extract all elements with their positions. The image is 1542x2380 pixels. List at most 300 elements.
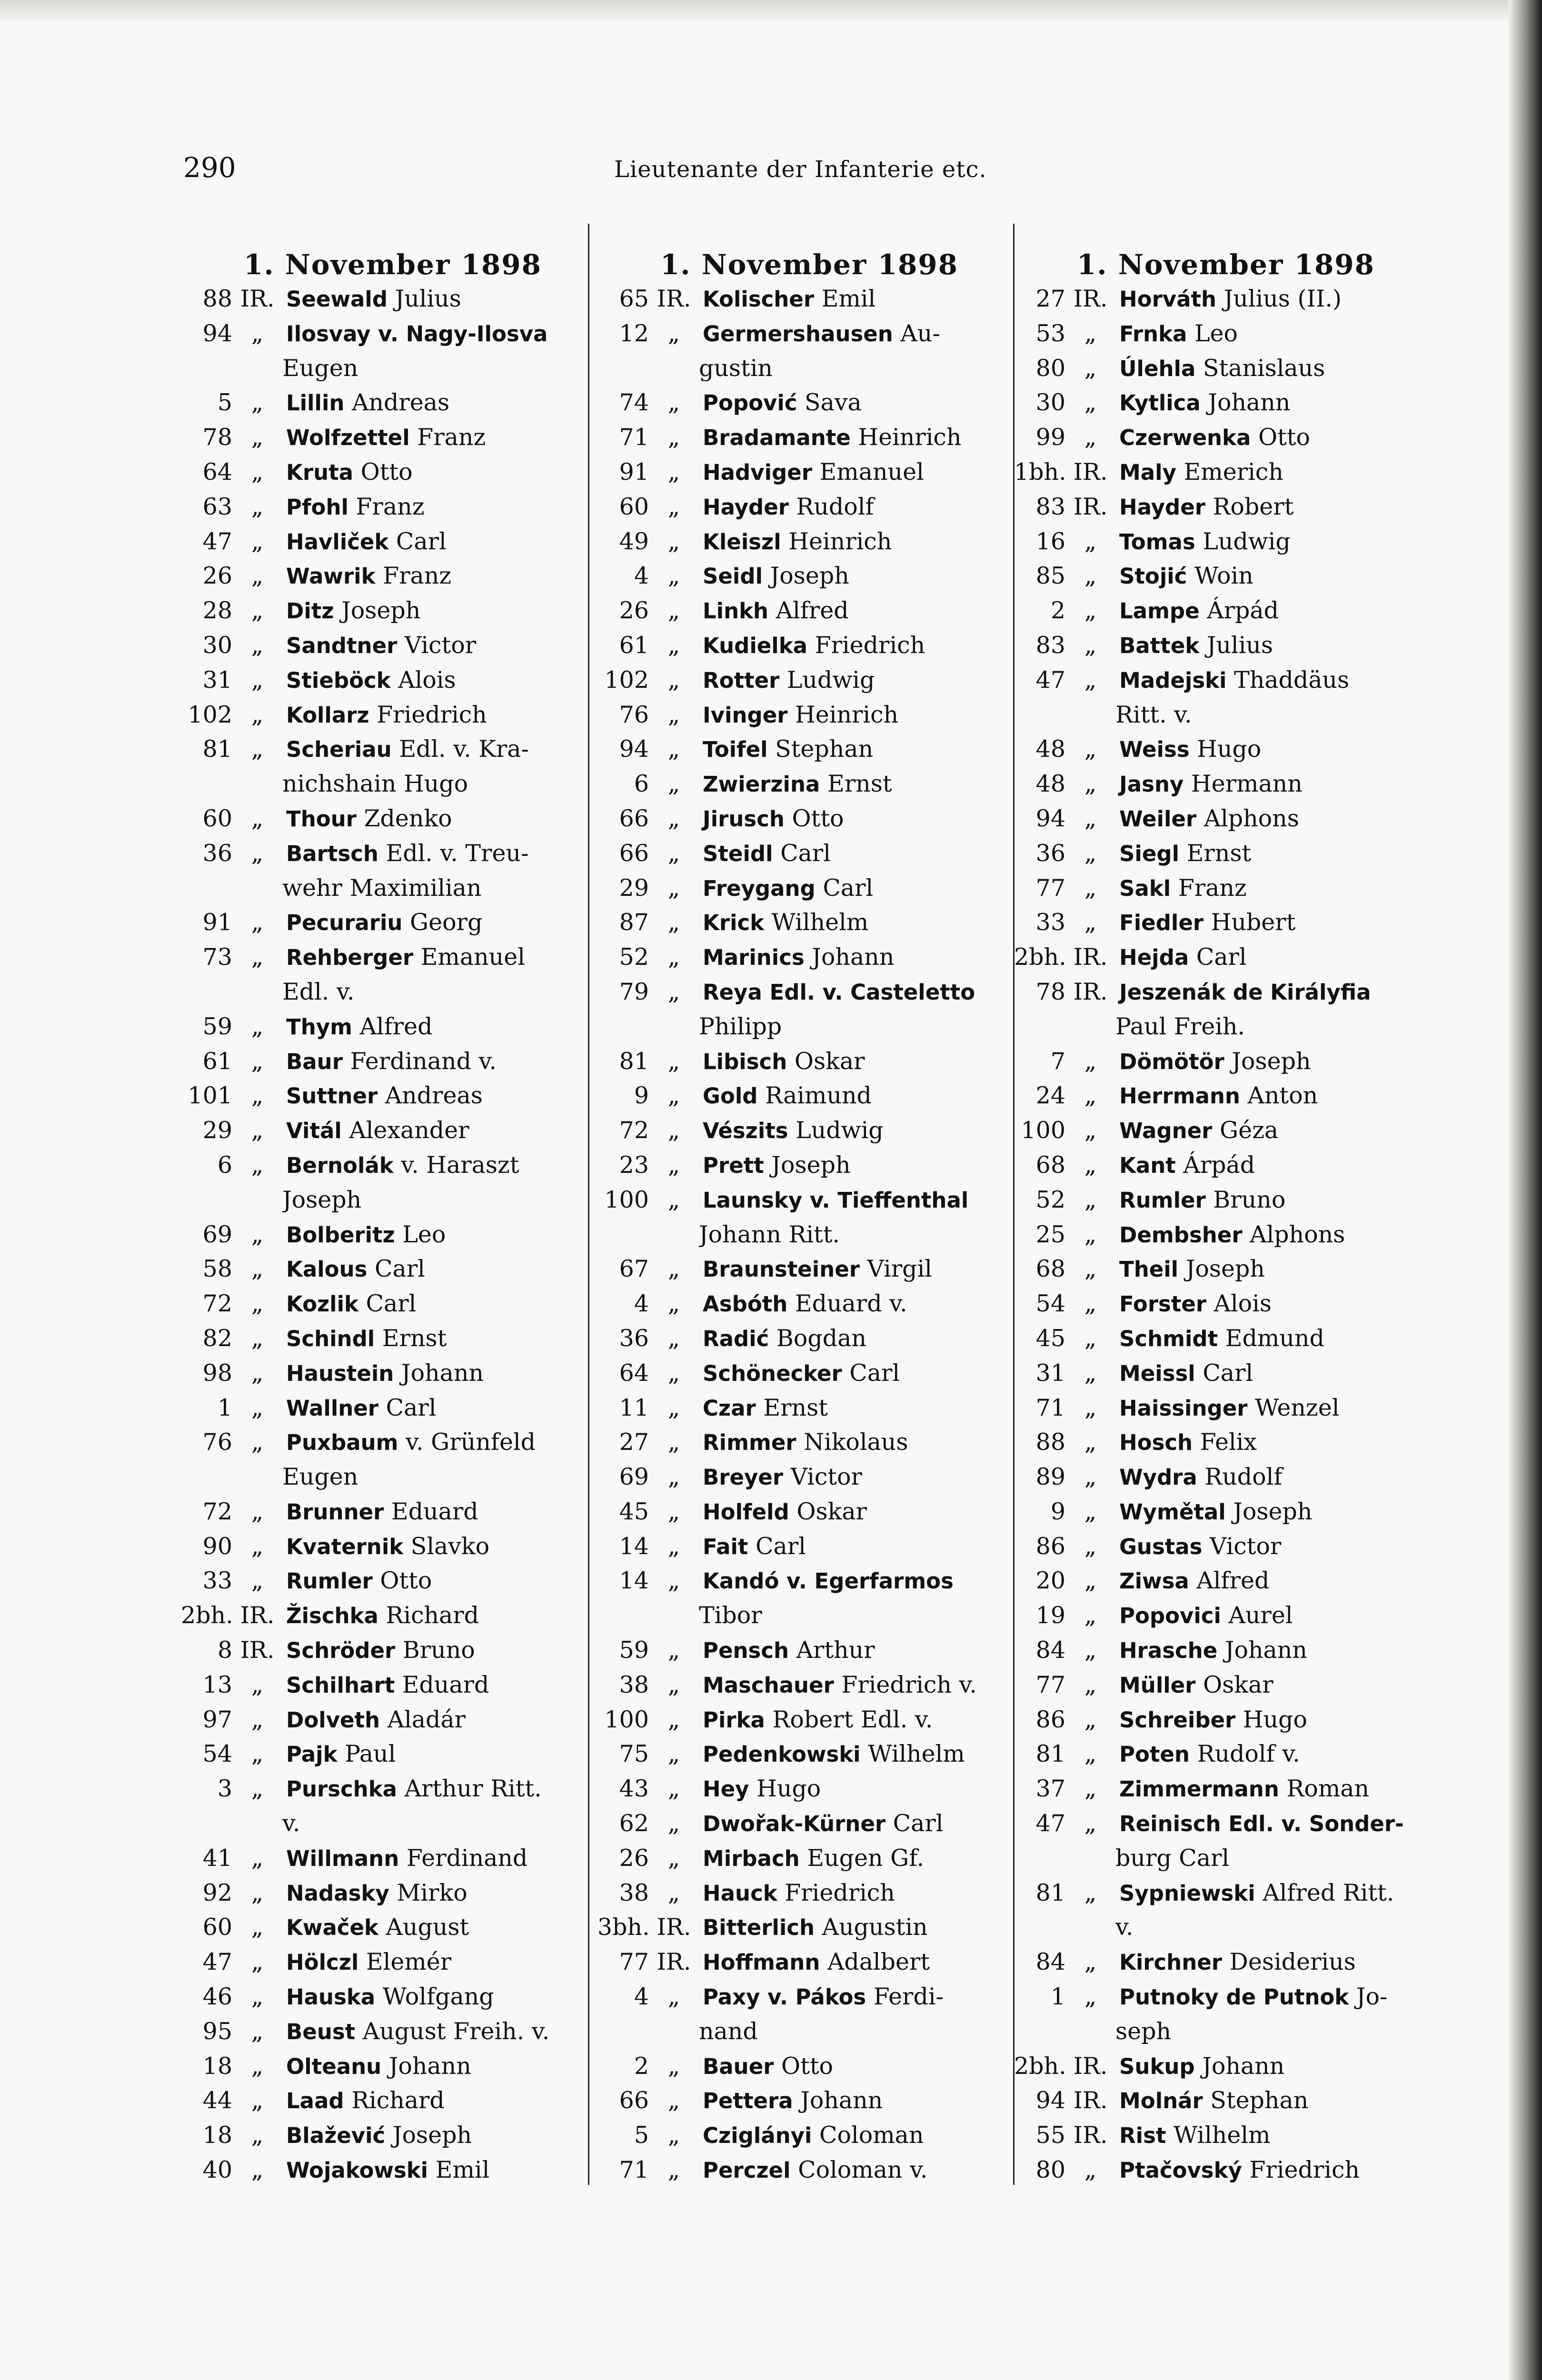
regiment-number <box>181 1806 232 1841</box>
regiment-number: 55 <box>1035 2122 1065 2149</box>
regiment-number: 59 <box>202 1012 232 1040</box>
entry-list <box>181 282 605 2188</box>
given-name: Sava <box>805 389 862 416</box>
surname: Rumler <box>1119 1187 1206 1213</box>
surname: Pedenkowski <box>703 1742 861 1767</box>
surname: Hejda <box>1119 945 1189 971</box>
surname: Olteanu <box>286 2053 382 2079</box>
surname: Dembsher <box>1119 1222 1243 1248</box>
surname: Bernolák <box>286 1152 394 1178</box>
given-name: Carl <box>374 1255 425 1283</box>
regiment-number: 71 <box>1035 1394 1065 1421</box>
regiment-type: „ <box>667 1706 680 1733</box>
surname: Perczel <box>703 2158 791 2183</box>
page-number: 290 <box>183 151 236 184</box>
given-name: Hubert <box>1211 909 1296 936</box>
list-item <box>597 559 1021 594</box>
given-name: Eduard <box>402 1671 489 1698</box>
given-name: v. <box>1115 1914 1134 1941</box>
given-name: Alois <box>1214 1290 1272 1318</box>
list-item <box>597 1841 1021 1876</box>
given-name: Stanislaus <box>1203 354 1325 382</box>
regiment-number: 71 <box>619 424 649 451</box>
regiment-number: 97 <box>202 1706 232 1733</box>
given-name: Ernst <box>763 1394 828 1421</box>
officer-name <box>699 1772 1021 1806</box>
regiment-number: 13 <box>202 1671 232 1698</box>
regiment-number: 88 <box>1035 1428 1065 1456</box>
officer-name <box>1115 559 1438 594</box>
officer-name <box>699 1460 1021 1495</box>
surname: Kwaček <box>286 1915 378 1941</box>
given-name: seph <box>1115 2017 1172 2045</box>
list-item <box>1014 1460 1438 1495</box>
officer-name <box>282 1598 605 1633</box>
given-name: Eugen <box>282 354 358 382</box>
surname: Thour <box>286 806 357 832</box>
given-name: Alois <box>398 666 456 694</box>
given-name: Edl. v. Treu- <box>386 839 529 867</box>
given-name: Bruno <box>1213 1186 1286 1213</box>
surname: Pajk <box>286 1742 338 1767</box>
officer-name <box>699 1598 1021 1633</box>
officer-name <box>699 2083 1021 2118</box>
given-name: Leo <box>402 1220 446 1248</box>
regiment-type: „ <box>1084 424 1097 451</box>
officer-name <box>1115 1737 1438 1772</box>
regiment-number: 89 <box>1035 1463 1065 1491</box>
regiment-type: „ <box>1084 597 1097 625</box>
officer-name <box>1115 594 1438 628</box>
given-name: Emanuel <box>819 458 924 486</box>
regiment-type: „ <box>667 1879 680 1906</box>
regiment-type: „ <box>1084 2156 1097 2184</box>
list-item <box>597 940 1021 975</box>
officer-name <box>1115 628 1438 663</box>
officer-name <box>699 1495 1021 1529</box>
given-name: Wilhelm <box>868 1740 965 1768</box>
list-item <box>181 1425 605 1460</box>
regiment-type: „ <box>667 1463 680 1491</box>
regiment-type: „ <box>667 666 680 694</box>
surname: Bradamante <box>703 425 851 451</box>
officer-name <box>282 351 605 386</box>
list-item <box>597 525 1021 559</box>
regiment-type: IR. <box>240 1602 275 1629</box>
list-item <box>181 732 605 767</box>
given-name: Victor <box>1210 1532 1282 1560</box>
regiment-type: „ <box>1084 1151 1097 1179</box>
surname: Sakl <box>1119 875 1171 901</box>
officer-name <box>699 2118 1021 2153</box>
officer-name <box>699 1252 1021 1287</box>
regiment-number: 87 <box>619 909 649 936</box>
list-item <box>181 663 605 698</box>
regiment-type: „ <box>1084 839 1097 867</box>
officer-name <box>699 1633 1021 1668</box>
surname: Hauska <box>286 1984 376 2010</box>
given-name: Johann <box>1202 2052 1285 2080</box>
surname: Schönecker <box>703 1360 842 1386</box>
list-item <box>181 2014 605 2049</box>
surname: Stieböck <box>286 667 391 693</box>
given-name: August Freih. v. <box>362 2017 550 2045</box>
officer-name <box>1115 525 1438 559</box>
given-name: Andreas <box>385 1082 483 1110</box>
officer-name <box>699 1703 1021 1737</box>
given-name: Ludwig <box>1203 527 1291 555</box>
surname: Czar <box>703 1395 756 1421</box>
regiment-number: 49 <box>619 527 649 555</box>
given-name: Carl <box>755 1532 806 1560</box>
surname: Rehberger <box>286 945 414 971</box>
given-name: Robert Edl. v. <box>772 1706 933 1733</box>
regiment-type: „ <box>1084 735 1097 763</box>
regiment-number <box>1014 698 1065 733</box>
officer-name <box>699 1010 1021 1044</box>
officer-name <box>1115 1668 1438 1703</box>
regiment-type: IR. <box>657 285 691 312</box>
regiment-number: 54 <box>202 1740 232 1768</box>
surname: Rimmer <box>703 1430 796 1456</box>
officer-name <box>1115 836 1438 871</box>
officer-name <box>699 836 1021 871</box>
regiment-type: „ <box>1084 1706 1097 1733</box>
regiment-number: 1 <box>217 1394 232 1421</box>
regiment-number: 64 <box>202 458 232 486</box>
given-name: Robert <box>1213 493 1294 520</box>
surname: Putnoky de Putnok <box>1119 1984 1349 2010</box>
regiment-number: 64 <box>619 1359 649 1387</box>
surname: Theil <box>1119 1257 1179 1282</box>
officer-name <box>282 628 605 663</box>
given-name: Johann <box>388 2052 471 2080</box>
officer-name <box>1115 1564 1438 1598</box>
regiment-type: „ <box>667 1532 680 1560</box>
surname: Jeszenák de Királyfia <box>1119 979 1371 1005</box>
regiment-type: „ <box>251 666 264 694</box>
officer-name <box>699 2014 1021 2049</box>
given-name: Ferdinand <box>406 1844 528 1872</box>
officer-name <box>282 1010 605 1044</box>
officer-name <box>699 1044 1021 1079</box>
regiment-type: „ <box>667 1567 680 1595</box>
regiment-number <box>597 2014 649 2049</box>
given-name: Paul <box>345 1740 396 1768</box>
surname: Hayder <box>703 494 789 520</box>
regiment-type: IR. <box>240 1636 275 1664</box>
surname: Gold <box>703 1083 758 1109</box>
officer-name <box>699 1910 1021 1945</box>
list-item <box>1014 1668 1438 1703</box>
list-item <box>597 1113 1021 1148</box>
list-item <box>597 282 1021 317</box>
regiment-type: „ <box>251 2052 264 2080</box>
surname: Zimmermann <box>1119 1776 1279 1802</box>
surname: Wolfzettel <box>286 425 410 451</box>
surname: Sukup <box>1119 2053 1195 2079</box>
given-name: Philipp <box>699 1012 782 1040</box>
regiment-type: „ <box>251 701 264 728</box>
given-name: Géza <box>1219 1117 1279 1144</box>
given-name: v. Haraszt <box>401 1151 519 1179</box>
regiment-number: 60 <box>619 493 649 520</box>
regiment-type <box>232 767 282 802</box>
given-name: Hugo <box>1197 735 1262 763</box>
regiment-number: 33 <box>1035 909 1065 936</box>
column-1 <box>181 248 605 2188</box>
regiment-type: „ <box>251 1220 264 1248</box>
regiment-type: „ <box>251 424 264 451</box>
officer-name <box>1115 1287 1438 1321</box>
list-item <box>1014 1529 1438 1564</box>
regiment-type: „ <box>251 909 264 936</box>
given-name: Alfred <box>1196 1567 1270 1595</box>
regiment-number <box>597 1598 649 1633</box>
regiment-type: IR. <box>1073 2052 1108 2080</box>
surname: Pensch <box>703 1638 789 1664</box>
regiment-number: 94 <box>1035 2087 1065 2114</box>
surname: Lampe <box>1119 598 1200 624</box>
regiment-type: „ <box>667 319 680 347</box>
officer-name <box>699 1218 1021 1252</box>
surname: Wydra <box>1119 1465 1197 1490</box>
officer-name <box>282 1148 605 1183</box>
regiment-type: „ <box>667 1290 680 1318</box>
regiment-type: „ <box>1084 389 1097 416</box>
regiment-type: „ <box>251 1706 264 1733</box>
surname: Schmidt <box>1119 1326 1218 1351</box>
officer-name <box>699 490 1021 525</box>
officer-name <box>282 420 605 455</box>
surname: Hrasche <box>1119 1638 1218 1664</box>
surname: Kozlik <box>286 1291 358 1317</box>
regiment-type: „ <box>251 839 264 867</box>
given-name: Franz <box>417 424 486 451</box>
regiment-number: 2bh. <box>181 1602 233 1629</box>
list-item <box>1014 1495 1438 1529</box>
regiment-number: 29 <box>202 1117 232 1144</box>
given-name: Bruno <box>402 1636 475 1664</box>
surname: Pecurariu <box>286 910 403 936</box>
list-item <box>181 420 605 455</box>
surname: Kollarz <box>286 702 369 728</box>
regiment-number <box>1014 1910 1065 1945</box>
surname: Frnka <box>1119 321 1187 347</box>
surname: Hölczl <box>286 1950 359 1975</box>
officer-name <box>282 698 605 733</box>
officer-name <box>699 871 1021 906</box>
surname: Kvaternik <box>286 1534 404 1559</box>
regiment-type: „ <box>251 1117 264 1144</box>
surname: Schilhart <box>286 1672 395 1698</box>
officer-name <box>1115 732 1438 767</box>
officer-name <box>1115 1356 1438 1391</box>
regiment-type: „ <box>667 389 680 416</box>
regiment-type: „ <box>251 493 264 520</box>
regiment-type: „ <box>1084 1602 1097 1629</box>
surname: Zwierzina <box>703 772 820 797</box>
regiment-number: 61 <box>619 631 649 659</box>
regiment-type <box>1065 1010 1115 1044</box>
list-item <box>1014 1980 1438 2014</box>
officer-name <box>1115 1252 1438 1287</box>
officer-name <box>282 282 605 317</box>
officer-name <box>699 663 1021 698</box>
regiment-type: „ <box>251 1844 264 1872</box>
given-name: gustin <box>699 354 773 382</box>
given-name: wehr Maximilian <box>282 874 482 902</box>
surname: Launsky v. Tieffenthal <box>703 1187 969 1213</box>
regiment-type: IR. <box>1073 285 1108 312</box>
regiment-number: 2bh. <box>1014 943 1066 971</box>
regiment-type: „ <box>667 1255 680 1283</box>
regiment-number: 11 <box>619 1394 649 1421</box>
surname: Suttner <box>286 1083 378 1109</box>
list-item <box>1014 1564 1438 1598</box>
given-name: Elemér <box>366 1948 452 1976</box>
regiment-number: 54 <box>1035 1290 1065 1318</box>
regiment-number: 86 <box>1035 1706 1065 1733</box>
regiment-type: „ <box>1084 1740 1097 1768</box>
given-name: Alfred <box>359 1012 433 1040</box>
surname: Breyer <box>703 1465 784 1490</box>
officer-name <box>1115 351 1438 386</box>
regiment-number: 43 <box>619 1775 649 1803</box>
regiment-type: „ <box>1084 1359 1097 1387</box>
given-name: Georg <box>410 909 483 936</box>
regiment-number: 69 <box>619 1463 649 1491</box>
regiment-type: „ <box>251 1428 264 1456</box>
surname: Pettera <box>703 2088 793 2114</box>
surname: Kytlica <box>1119 390 1201 416</box>
officer-name <box>282 802 605 836</box>
officer-name <box>699 905 1021 940</box>
given-name: Alphons <box>1204 804 1299 832</box>
officer-name <box>282 1391 605 1426</box>
regiment-type: „ <box>251 1255 264 1283</box>
list-item <box>181 1356 605 1391</box>
officer-name <box>699 1183 1021 1218</box>
regiment-type: „ <box>251 804 264 832</box>
list-item <box>1014 1113 1438 1148</box>
list-item <box>597 1668 1021 1703</box>
surname: Cziglányi <box>703 2123 812 2149</box>
regiment-number: 66 <box>619 839 649 867</box>
regiment-number: 53 <box>1035 319 1065 347</box>
regiment-number: 65 <box>619 285 649 312</box>
surname: Jasny <box>1119 772 1184 797</box>
column-2 <box>597 248 1021 2188</box>
surname: Ilosvay v. Nagy-Ilosva <box>286 321 548 347</box>
given-name: Joseph <box>1185 1255 1265 1283</box>
surname: Herrmann <box>1119 1083 1240 1109</box>
regiment-number: 63 <box>202 493 232 520</box>
regiment-type: „ <box>251 1914 264 1941</box>
regiment-number: 12 <box>619 319 649 347</box>
surname: Gustas <box>1119 1534 1203 1559</box>
given-name: nand <box>699 2017 758 2045</box>
regiment-number: 60 <box>202 1914 232 1941</box>
list-item <box>1014 490 1438 525</box>
regiment-type: „ <box>1084 804 1097 832</box>
regiment-type: „ <box>251 735 264 763</box>
list-item <box>597 767 1021 802</box>
given-name: burg Carl <box>1115 1844 1230 1872</box>
list-item <box>1014 420 1438 455</box>
regiment-type: „ <box>251 2156 264 2184</box>
regiment-number: 81 <box>202 735 232 763</box>
regiment-number: 30 <box>1035 389 1065 416</box>
given-name: Raimund <box>765 1082 872 1110</box>
given-name: Hugo <box>1243 1706 1307 1733</box>
given-name: v. Grünfeld <box>406 1428 536 1456</box>
regiment-type: „ <box>667 770 680 798</box>
list-item <box>1014 732 1438 767</box>
list-item <box>597 455 1021 490</box>
officer-name <box>699 1321 1021 1356</box>
surname: Tomas <box>1119 529 1195 555</box>
officer-name <box>1115 1044 1438 1079</box>
regiment-type: „ <box>667 701 680 728</box>
list-item <box>597 1218 1021 1252</box>
regiment-number: 94 <box>1035 804 1065 832</box>
given-name: Heinrich <box>795 701 899 728</box>
regiment-number: 36 <box>619 1324 649 1352</box>
regiment-number: 102 <box>604 666 649 694</box>
regiment-number: 85 <box>1035 562 1065 590</box>
surname: Jirusch <box>703 806 785 832</box>
given-name: Nikolaus <box>804 1428 908 1456</box>
regiment-number: 101 <box>188 1082 232 1110</box>
list-item <box>597 1772 1021 1806</box>
list-item <box>1014 282 1438 317</box>
list-item <box>597 1703 1021 1737</box>
regiment-type: „ <box>251 1740 264 1768</box>
surname: Hosch <box>1119 1430 1193 1456</box>
list-item <box>1014 1633 1438 1668</box>
scan-edge-top <box>0 0 1542 23</box>
given-name: Friedrich <box>377 701 487 728</box>
surname: Pirka <box>703 1707 765 1733</box>
officer-name <box>282 975 605 1010</box>
list-item <box>181 802 605 836</box>
given-name: Jo- <box>1356 1983 1388 2011</box>
list-item <box>181 1010 605 1044</box>
surname: Purschka <box>286 1776 397 1802</box>
given-name: Joseph <box>770 562 849 590</box>
given-name: Rudolf <box>1204 1463 1283 1491</box>
regiment-type: „ <box>1084 1117 1097 1144</box>
officer-name <box>282 1425 605 1460</box>
regiment-type: „ <box>1084 1290 1097 1318</box>
officer-name <box>699 1806 1021 1841</box>
regiment-type: „ <box>667 2052 680 2080</box>
regiment-number: 47 <box>202 527 232 555</box>
officer-name <box>282 1252 605 1287</box>
regiment-number: 80 <box>1035 2156 1065 2184</box>
regiment-type: „ <box>667 527 680 555</box>
list-item <box>1014 559 1438 594</box>
given-name: Augustin <box>822 1914 928 1941</box>
officer-name <box>282 455 605 490</box>
regiment-number: 27 <box>619 1428 649 1456</box>
entry-list <box>597 282 1021 2188</box>
regiment-number: 47 <box>1035 1810 1065 1837</box>
given-name: Árpád <box>1207 597 1279 625</box>
officer-name <box>699 351 1021 386</box>
list-item <box>597 1980 1021 2014</box>
